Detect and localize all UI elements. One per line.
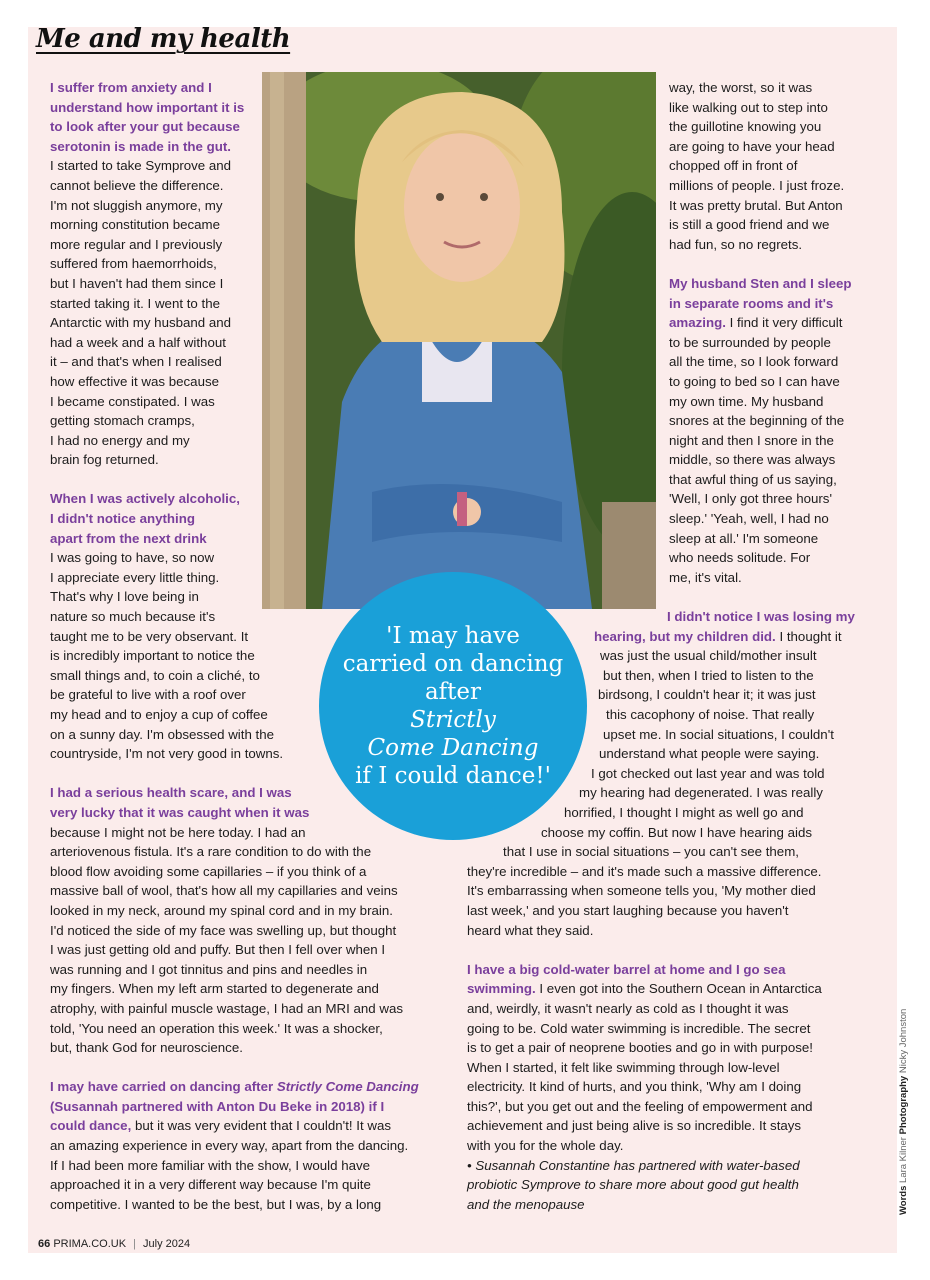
body-line: I got checked out last year and was told — [591, 765, 825, 781]
paragraph-separate-rooms — [467, 274, 867, 588]
body-line: brain fog returned. — [50, 452, 159, 468]
body-line: but then, when I tried to listen to the — [603, 667, 814, 683]
body-line: I had no energy and my — [50, 432, 190, 448]
lead-line: serotonin is made in the gut. — [50, 138, 232, 154]
body-line: heard what they said. — [467, 922, 594, 938]
body-line: middle, so there was always — [669, 452, 836, 468]
body-text: I find it very difficult — [725, 315, 843, 331]
lead-line: I didn't notice I was losing my — [667, 609, 855, 625]
credits — [898, 1009, 909, 1215]
lead-text: amazing. — [669, 315, 726, 331]
body-line: birdsong, I couldn't hear it; it was just — [598, 687, 816, 703]
partnership-note — [467, 1156, 867, 1215]
lead-line: very lucky that it was caught when it was — [50, 804, 310, 820]
body-line: it – and that's when I realised — [50, 354, 222, 370]
body-line: me, it's vital. — [669, 569, 742, 585]
lead-show-title: Strictly Come Dancing — [276, 1079, 419, 1095]
body-line: was running and I got tinnitus and pins and needles in — [50, 961, 368, 977]
lead-line: to look after your gut because — [50, 119, 240, 135]
body-line: atrophy, with painful muscle wastage, I had an MRI and was — [50, 1000, 404, 1016]
body-line: approached it in a very different way because I'm quite — [50, 1177, 371, 1193]
body-line: be grateful to live with a roof over — [50, 687, 246, 703]
body-line: is still a good friend and we — [669, 217, 830, 233]
quote-text: after — [424, 679, 482, 705]
credit-label: Photography — [898, 1075, 909, 1135]
body-line: It was pretty brutal. But Anton — [669, 197, 843, 213]
body-line: taught me to be very observant. It — [50, 628, 249, 644]
body-line: electricity. It kind of hurts, and you think, 'Why am I doing — [467, 1079, 802, 1095]
lead-line: I didn't notice anything — [50, 511, 195, 527]
body-line: That's why I love being in — [50, 589, 199, 605]
body-line: It's embarrassing when someone tells you, 'My mother died — [467, 883, 816, 899]
body-line: but I haven't had them since I — [50, 275, 224, 291]
body-text: I thought it — [775, 628, 842, 644]
body-line: looked in my neck, around my spinal cord and in my brain. — [50, 902, 393, 918]
body-line: arteriovenous fistula. It's a rare condition to do with the — [50, 844, 372, 860]
body-line: told, 'You need an operation this week.' It was a shocker, — [50, 1020, 383, 1036]
page-footer — [38, 1238, 190, 1250]
body-line: going to be. Cold water swimming is incredible. The secret — [467, 1020, 811, 1036]
paragraph-cold-water — [467, 960, 867, 1156]
body-line: all the time, so I look forward — [669, 354, 839, 370]
credit-name: Lara Kilner — [898, 1137, 909, 1183]
body-line: but, thank God for neuroscience. — [50, 1040, 243, 1056]
body-line: and, weirdly, it wasn't nearly as cold as I thought it was — [467, 1000, 789, 1016]
lead-line: understand how important it is — [50, 99, 245, 115]
body-line: way, the worst, so it was — [669, 80, 813, 95]
quote-show-title: Strictly — [410, 707, 496, 733]
lead-text: could dance, — [50, 1118, 132, 1134]
body-line: is incredibly important to notice the — [50, 648, 255, 664]
body-line: horrified, I thought I might as well go and — [564, 804, 804, 820]
body-line: because I might not be here today. I had an — [50, 824, 306, 840]
quote-show-title: Come Dancing — [367, 735, 539, 761]
body-line: with you for the whole day. — [467, 1138, 624, 1154]
credit-name: Nicky Johnston — [898, 1008, 909, 1074]
body-line: more regular and I previously — [50, 236, 223, 252]
body-line: massive ball of wool, that's how all my capillaries and veins — [50, 883, 398, 899]
body-line: I became constipated. I was — [50, 393, 215, 409]
page-number: 66 — [38, 1238, 51, 1250]
quote-line: carried on dancing — [342, 651, 564, 677]
body-line: millions of people. I just froze. — [669, 177, 845, 193]
note-line: probiotic Symprove to share more about good gut health — [467, 1177, 799, 1193]
paragraph-strictly — [50, 1077, 430, 1214]
site-name: PRIMA.CO.UK — [53, 1238, 127, 1250]
body-line: are going to have your head — [669, 138, 835, 154]
lead-line: My husband Sten and I sleep — [669, 275, 852, 291]
body-line: I appreciate every little thing. — [50, 569, 220, 585]
body-line: I was just getting old and puffy. But then I fell over when I — [50, 942, 386, 958]
paragraph-health-scare — [50, 783, 430, 1057]
body-line: I started to take Symprove and — [50, 158, 232, 174]
credit-label: Words — [898, 1185, 909, 1215]
issue-date: July 2024 — [143, 1238, 191, 1250]
body-line: sleep.' 'Yeah, well, I had no — [669, 511, 829, 527]
body-line: I was going to have, so now — [50, 550, 215, 566]
quote-line: 'I may have — [386, 623, 520, 649]
lead-line: When I was actively alcoholic, — [50, 491, 240, 507]
lead-line: in separate rooms and it's — [669, 295, 834, 311]
body-line: night and then I snore in the — [669, 432, 834, 448]
body-line: on a sunny day. I'm obsessed with the — [50, 726, 275, 742]
body-line: had fun, so no regrets. — [669, 236, 803, 252]
body-line: had a week and a half without — [50, 334, 226, 350]
body-text: I even got into the Southern Ocean in Antarctica — [535, 981, 822, 997]
paragraph-guillotine — [467, 78, 867, 254]
body-line: countryside, I'm not very good in towns. — [50, 746, 284, 762]
body-line: morning constitution became — [50, 217, 220, 233]
lead-line: apart from the next drink — [50, 530, 207, 546]
body-line: suffered from haemorrhoids, — [50, 256, 217, 272]
quote-line: if I could dance!' — [355, 763, 551, 789]
lead-line: I have a big cold-water barrel at home and I go sea — [467, 961, 786, 977]
body-line: they're incredible – and it's made such a massive difference. — [467, 863, 822, 879]
note-line: • Susannah Constantine has partnered with water-based — [467, 1157, 800, 1173]
body-line: who needs solitude. For — [669, 550, 811, 566]
body-line: getting stomach cramps, — [50, 413, 195, 429]
lead-line: I suffer from anxiety and I — [50, 80, 212, 95]
lead-line: I had a serious health scare, and I was — [50, 785, 292, 801]
body-line: I'd noticed the side of my face was swelling up, but thought — [50, 922, 397, 938]
body-line: understand what people were saying. — [599, 746, 820, 762]
footer-divider: | — [133, 1238, 136, 1250]
body-line: this cacophony of noise. That really — [606, 707, 815, 722]
body-line: to be surrounded by people — [669, 334, 831, 350]
lead-line: (Susannah partnered with Anton Du Beke in 2018) if I — [50, 1098, 385, 1114]
body-line: cannot believe the difference. — [50, 177, 224, 193]
body-line: my head and to enjoy a cup of coffee — [50, 707, 268, 722]
body-line: chopped off in front of — [669, 158, 798, 174]
body-line: small things and, to coin a cliché, to — [50, 667, 260, 683]
body-text: but it was very evident that I couldn't! It was — [131, 1118, 392, 1134]
body-line: blood flow avoiding some capillaries – if you think of a — [50, 863, 367, 879]
body-line: how effective it was because — [50, 373, 220, 389]
body-line: started taking it. I went to the — [50, 295, 220, 311]
body-line: choose my coffin. But now I have hearing aids — [541, 824, 813, 840]
body-line: this?', but you get out and the feeling of empowerment and — [467, 1098, 813, 1114]
body-line: an amazing experience in every way, apart from the dancing. — [50, 1138, 409, 1154]
body-line: Antarctic with my husband and — [50, 315, 232, 331]
lead-text: swimming. — [467, 981, 536, 997]
body-line: that awful thing of us saying, — [669, 471, 837, 487]
body-line: was just the usual child/mother insult — [600, 648, 817, 664]
body-line: that I use in social situations – you can't see them, — [503, 844, 799, 860]
lead-text: hearing, but my children did. — [594, 628, 776, 644]
body-line: When I started, it felt like swimming through low-level — [467, 1059, 780, 1075]
body-line: snores at the beginning of the — [669, 413, 845, 429]
body-line: the guillotine knowing you — [669, 119, 822, 135]
body-line: If I had been more familiar with the show, I would have — [50, 1157, 371, 1173]
body-line: I'm not sluggish anymore, my — [50, 197, 223, 213]
body-line: my fingers. When my left arm started to degenerate and — [50, 981, 379, 997]
note-line: and the menopause — [467, 1196, 585, 1212]
lead-text: I may have carried on dancing after — [50, 1079, 277, 1095]
paragraph-gut-health — [50, 78, 430, 470]
body-line: my own time. My husband — [669, 393, 824, 409]
body-line: my hearing had degenerated. I was really — [579, 785, 823, 801]
body-line: like walking out to step into — [669, 99, 828, 115]
page-title: Me and my health — [36, 24, 291, 54]
body-line: achievement and just being alive is so incredible. It stays — [467, 1118, 802, 1134]
body-line: competitive. I wanted to be the best, but I was, by a long — [50, 1196, 382, 1212]
pull-quote — [319, 572, 587, 840]
body-line: 'Well, I only got three hours' — [669, 491, 832, 507]
body-line: nature so much because it's — [50, 609, 216, 625]
body-line: is to get a pair of neoprene booties and go in with purpose! — [467, 1040, 813, 1056]
body-line: upset me. In social situations, I couldn't — [603, 726, 834, 742]
body-line: sleep at all.' I'm someone — [669, 530, 819, 546]
body-line: to going to bed so I can have — [669, 373, 840, 389]
body-line: last week,' and you start laughing because you haven't — [467, 902, 789, 918]
